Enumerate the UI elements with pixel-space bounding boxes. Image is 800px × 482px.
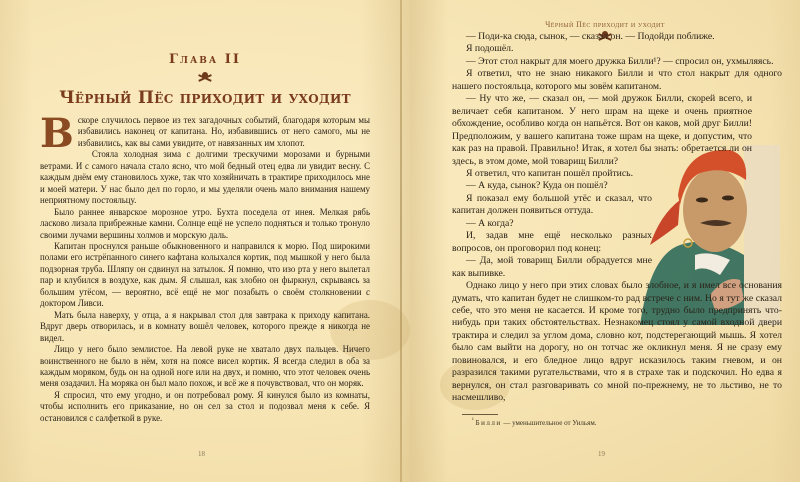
- chapter-label: Глава II: [169, 52, 241, 67]
- skull-crossbones-icon: [198, 72, 212, 82]
- paragraph: — Этот стол накрыт для моего дружка Билли¹? — спросил он, ухмыляясь.: [466, 55, 774, 67]
- paragraph: Капитан проснулся раньше обыкновенного и направился к морю. Под широкими полами его истрёпанного синего кафтана колыхался кортик, под мышкой у него была подзорная труба. Шляпу он сдвинул на затылок. Я помню, что изо рта у него вылетал пар и клубился в воздухе, как дым. Я слышал, как злобно он фыркнул, скрываясь за большим утёсом, — вероятно, всё ещё не мог позабыть о своём столкновении с доктором Ливси.: [40, 240, 370, 309]
- right-body-text: [452, 31, 782, 405]
- book-gutter: [400, 0, 402, 482]
- paragraph: — Ну что же, — сказал он, — мой дружок Билли, скорей всего, и величает себя капитаном. У него шрам на щеке и очень приятное обхождение, особливо когда он напьётся. Вот он каков, мой друг Билли! Предположим, у вашего капитана тоже шрам на щеке, и допустим, что как раз на правой. Правильно! Итак, я хотел бы знать: обретается ли он здесь, в этом доме, мой товарищ Билли?: [452, 93, 752, 167]
- paragraph: Лицо у него было землистое. На левой руке не хватало двух пальцев. Ничего воинственного не было в нём, хотя на поясе висел кортик. Я всегда следил в оба за каждым моряком, будь он на одной ноге или на двух, и помню, что этот человек очень меня озадачил. На моряка он был мало похож, и всё же я почувствовал, что он моряк.: [40, 344, 370, 389]
- paragraph: Я спросил, что ему угодно, и он потребовал рому. Я кинулся было из комнаты, чтобы исполнить его приказание, но он сел за стол и подозвал меня к себе. Я остановился с салфеткой в руке.: [40, 389, 370, 423]
- paragraph: Я ответил, что капитан пошёл пройтись.: [466, 167, 634, 179]
- running-head: Чёрный Пёс приходит и уходит: [545, 20, 665, 29]
- page-number: 19: [598, 450, 605, 458]
- paragraph: Стояла холодная зима с долгими трескучими морозами и бурными ветрами. И с самого начала стало ясно, что мой бедный отец едва ли увидит весну. С каждым днём ему становилось хуже, так что хозяйничать в трактире приходилось мне и моей матери. У нас было дел по горло, и мы уделяли очень мало внимания нашему неприятному постояльцу.: [40, 149, 370, 206]
- footnote: $^{^1}$ Билли — уменьшительное от Уильям.: [472, 417, 597, 427]
- left-body-text: [40, 110, 370, 424]
- paragraph: Однако лицо у него при этих словах было злобное, и я имел все основания думать, что капитан будет не слишком-то рад встрече с ним. Но я тут же сказал себе, что это меня не касается. И кроме того, трудно было предпринять что-нибудь при таких обстоятельствах. Незнакомец стоял у самой входной двери трактира и следил за углом дома, словно кот, подстерегающий мышь. Я хотел было сам выйти на дорогу, но он тотчас же окликнул меня. Я не сразу ему повиновался, и его бледное лицо вдруг исказилось таким гневом, и он разразился такими ругательствами, что я в страхе так и подскочил. Но едва я вернулся, он стал разговаривать со мной по-прежнему, не то льстиво, не то насмешливо,: [452, 280, 782, 404]
- right-page: [410, 0, 800, 482]
- paragraph: — Поди-ка сюда, сынок, — сказал он. — Подойди поближе.: [466, 31, 715, 42]
- paragraph: И, задав мне ещё несколько разных вопросов, он проговорил под конец:: [452, 230, 652, 254]
- drop-cap: В: [40, 110, 74, 157]
- footnote-term: Билли: [475, 419, 502, 427]
- footnote-rule: [462, 414, 498, 415]
- paragraph: — Да, мой товарищ Билли обрадуется мне как выпивке.: [452, 255, 652, 279]
- footnote-text: — уменьшительное от Уильям.: [501, 419, 597, 427]
- paragraph: Я показал ему большой утёс и сказал, что капитан должен появиться оттуда.: [452, 192, 652, 217]
- page-number: 18: [198, 450, 205, 458]
- paragraph: Я подошёл.: [466, 43, 514, 55]
- paragraph: — А куда, сынок? Куда он пошёл?: [466, 180, 608, 192]
- paragraph: Я ответил, что не знаю никакого Билли и что стол накрыт для одного нашего постояльца, которого мы зовём капитаном.: [452, 68, 782, 92]
- paragraph: — А когда?: [466, 217, 514, 229]
- paragraph: Вскоре случилось первое из тех загадочных событий, благодаря которым мы избавились наконец от капитана. Но, избавившись от него самого, мы не избавились, как вы сами увидите, от навязанных им хлопот.: [40, 110, 370, 157]
- paragraph: Мать была наверху, у отца, а я накрывал стол для завтрака к приходу капитана. Вдруг дверь отворилась, и в комнату вошёл человек, которого прежде я никогда не видел.: [40, 309, 370, 343]
- chapter-title: Чёрный Пёс приходит и уходит: [59, 88, 351, 108]
- paragraph: Было раннее январское морозное утро. Бухта поседела от инея. Мелкая рябь ласково лизала прибрежные камни. Солнце ещё не успело подняться и только тронуло своими лучами вершины холмов и морскую даль.: [40, 206, 370, 240]
